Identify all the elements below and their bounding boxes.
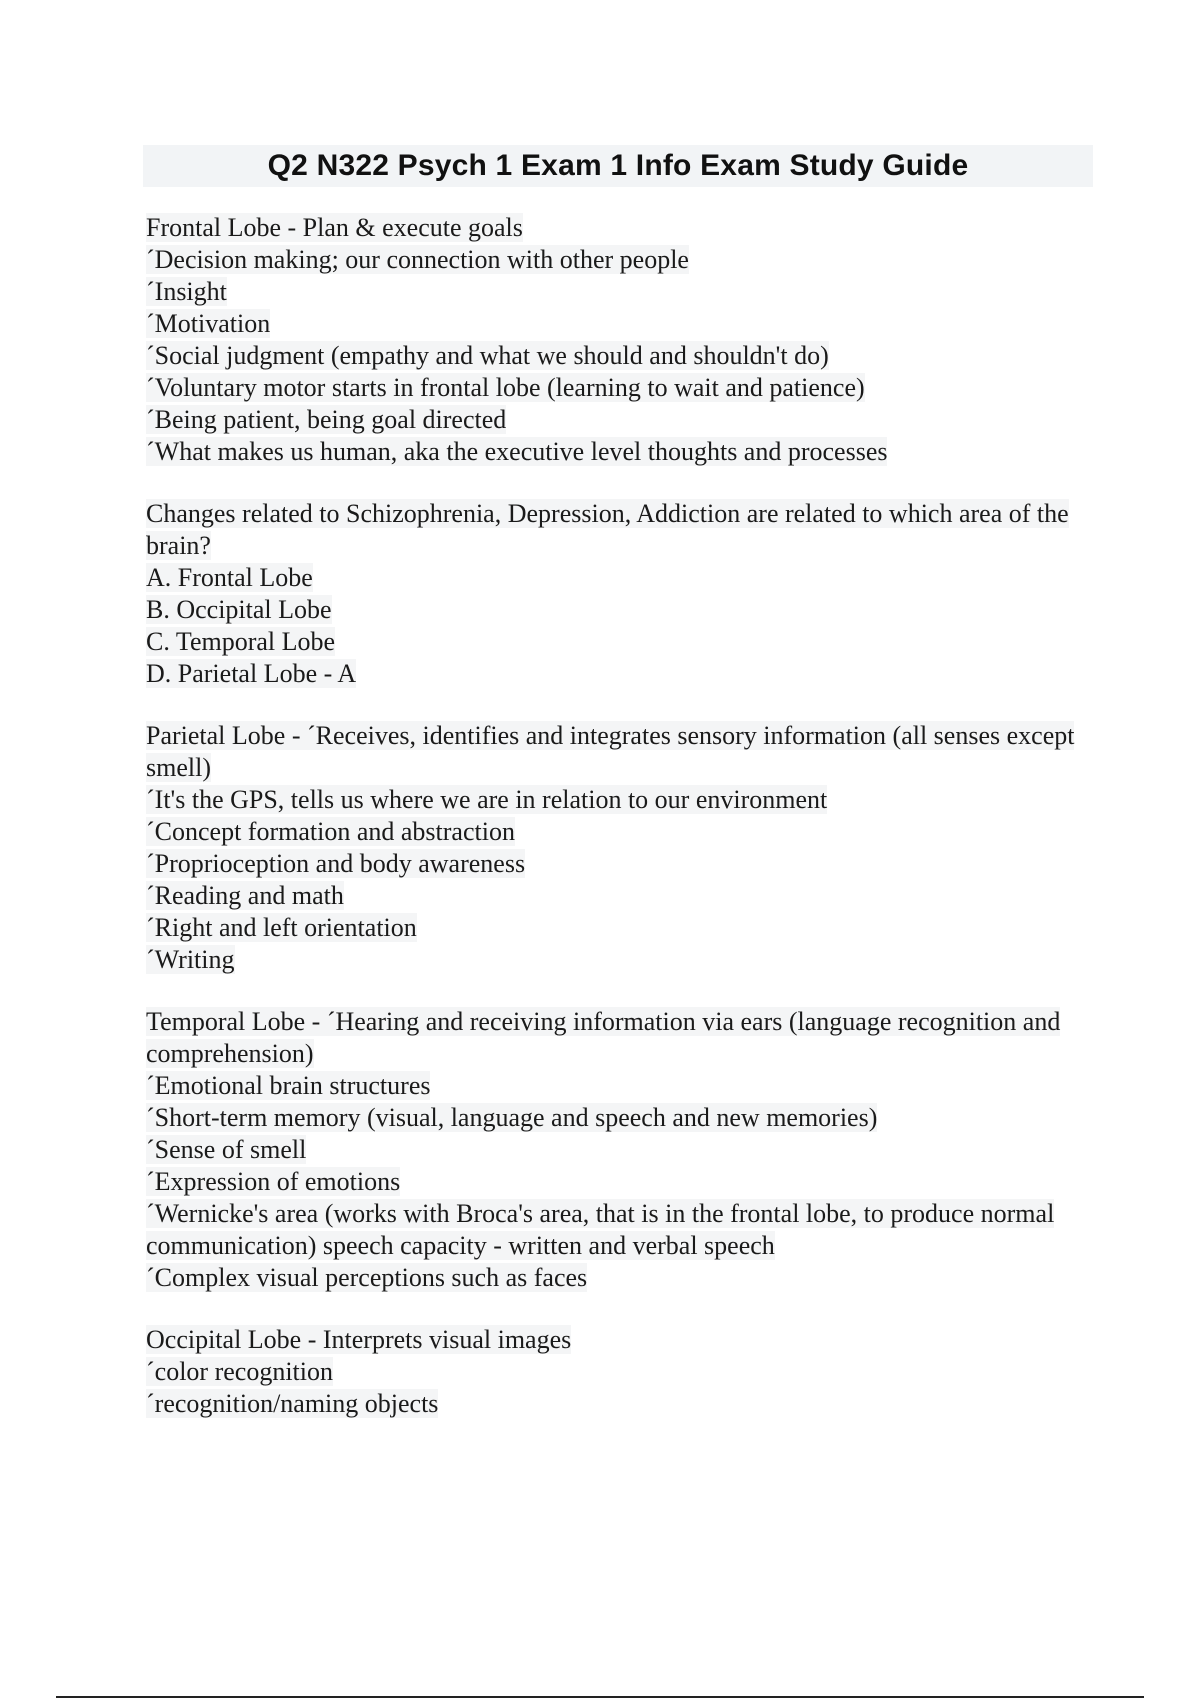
text-line: ´Reading and math bbox=[146, 881, 344, 910]
text-line: ´What makes us human, aka the executive level thoughts and processes bbox=[146, 437, 888, 466]
answer-option: D. Parietal Lobe - A bbox=[146, 659, 357, 688]
occipital-lobe-section bbox=[146, 1324, 1091, 1420]
text-line: ´Being patient, being goal directed bbox=[146, 405, 507, 434]
text-line: ´Wernicke's area (works with Broca's area, that is in the frontal lobe, to produce normal communication) speech capacity - written and verbal speech bbox=[146, 1199, 1055, 1260]
answer-option: C. Temporal Lobe bbox=[146, 627, 336, 656]
text-line: ´Proprioception and body awareness bbox=[146, 849, 526, 878]
parietal-lobe-section bbox=[146, 720, 1091, 976]
text-line: ´Emotional brain structures bbox=[146, 1071, 431, 1100]
text-line: ´recognition/naming objects bbox=[146, 1389, 439, 1418]
answer-option: A. Frontal Lobe bbox=[146, 563, 313, 592]
text-line: ´Social judgment (empathy and what we should and shouldn't do) bbox=[146, 341, 829, 370]
text-line: ´Motivation bbox=[146, 309, 271, 338]
text-line: ´Complex visual perceptions such as faces bbox=[146, 1263, 588, 1292]
text-line: ´Right and left orientation bbox=[146, 913, 417, 942]
question-section bbox=[146, 498, 1091, 690]
text-line: ´Short-term memory (visual, language and speech and new memories) bbox=[146, 1103, 878, 1132]
text-line: ´Expression of emotions bbox=[146, 1167, 401, 1196]
text-line: ´Sense of smell bbox=[146, 1135, 307, 1164]
document-title: Q2 N322 Psych 1 Exam 1 Info Exam Study Guide bbox=[267, 149, 969, 182]
text-line: ´Voluntary motor starts in frontal lobe (learning to wait and patience) bbox=[146, 373, 865, 402]
question-text: Changes related to Schizophrenia, Depression, Addiction are related to which area of the brain? bbox=[146, 499, 1069, 560]
text-line: ´Writing bbox=[146, 945, 235, 974]
text-line: Temporal Lobe - ´Hearing and receiving information via ears (language recognition and comprehension) bbox=[146, 1007, 1061, 1068]
text-line: ´color recognition bbox=[146, 1357, 333, 1386]
text-line: Parietal Lobe - ´Receives, identifies and integrates sensory information (all senses except smell) bbox=[146, 721, 1075, 782]
frontal-lobe-section bbox=[146, 212, 1091, 468]
document-body bbox=[146, 212, 1091, 1450]
text-line: Frontal Lobe - Plan & execute goals bbox=[146, 213, 523, 242]
text-line: Occipital Lobe - Interprets visual images bbox=[146, 1325, 572, 1354]
text-line: ´Insight bbox=[146, 277, 227, 306]
text-line: ´Decision making; our connection with other people bbox=[146, 245, 689, 274]
answer-option: B. Occipital Lobe bbox=[146, 595, 332, 624]
text-line: ´It's the GPS, tells us where we are in relation to our environment bbox=[146, 785, 828, 814]
footer-rule bbox=[56, 1696, 1144, 1698]
title-bar bbox=[143, 145, 1093, 187]
temporal-lobe-section bbox=[146, 1006, 1091, 1294]
text-line: ´Concept formation and abstraction bbox=[146, 817, 515, 846]
